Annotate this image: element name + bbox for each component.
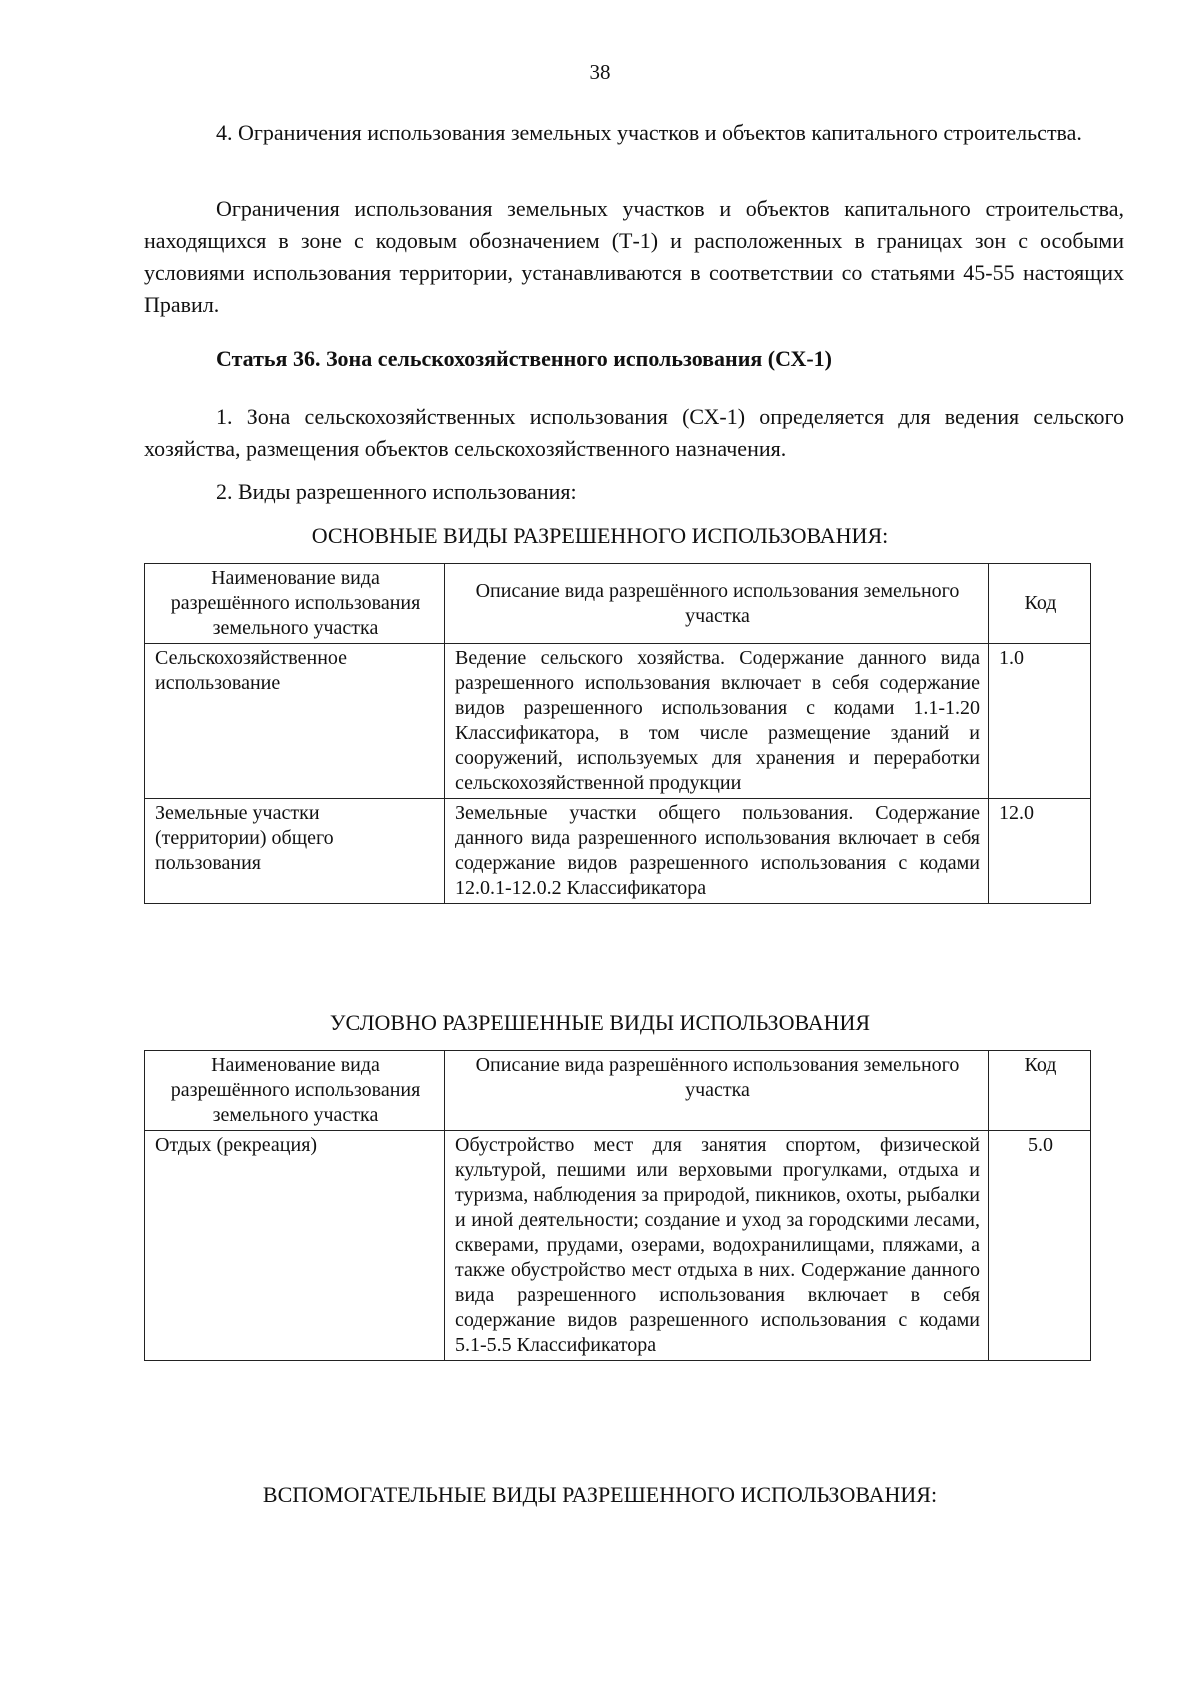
use-code: 12.0 (989, 799, 1091, 904)
header-code: Код (989, 564, 1091, 644)
article-heading: Статья 36. Зона сельскохозяйственного использования (СХ-1) (216, 346, 832, 371)
table-row (145, 644, 1091, 799)
header-description: Описание вида разрешённого использования земельного участка (445, 1051, 989, 1131)
use-name: Сельскохозяйственное использование (145, 644, 445, 799)
main-uses-table (144, 563, 1091, 904)
header-code: Код (989, 1051, 1091, 1131)
use-name: Отдых (рекреация) (145, 1131, 445, 1361)
use-code: 5.0 (989, 1131, 1091, 1361)
use-description: Обустройство мест для занятия спортом, физической культурой, пешими или верховыми прогулками, отдыха и туризма, наблюдения за природой, пикников, охоты, рыбалки и иной деятельности; создание и уход за городскими лесами, скверами, прудами, озерами, водохранилищами, пляжами, а также обустройство мест отдыха в них. Содержание данного вида разрешенного использования включает в себя содержание видов разрешенного использования с кодами 5.1-5.5 Классификатора (445, 1131, 989, 1361)
main-uses-caption: ОСНОВНЫЕ ВИДЫ РАЗРЕШЕННОГО ИСПОЛЬЗОВАНИЯ: (311, 523, 889, 548)
header-description: Описание вида разрешённого использования земельного участка (445, 564, 989, 644)
article-paragraph-1: 1. Зона сельскохозяйственных использования (СХ-1) определяется для ведения сельского хозяйства, размещения объектов сельскохозяйственного назначения. (144, 404, 1124, 461)
auxiliary-uses-caption: ВСПОМОГАТЕЛЬНЫЕ ВИДЫ РАЗРЕШЕННОГО ИСПОЛЬЗОВАНИЯ: (262, 1482, 938, 1507)
table-row (145, 1131, 1091, 1361)
page-number: 38 (589, 60, 611, 84)
table-row (145, 799, 1091, 904)
section-4-title: 4. Ограничения использования земельных участков и объектов капитального строительства. (216, 120, 1082, 145)
use-name: Земельные участки (территории) общего пользования (145, 799, 445, 904)
section-4-body: Ограничения использования земельных участков и объектов капитального строительства, находящихся в зоне с кодовым обозначением (Т-1) и расположенных в границах зон с особыми условиями использования территории, устанавливаются в соответствии со статьями 45-55 настоящих Правил. (144, 196, 1124, 317)
conditional-uses-caption: УСЛОВНО РАЗРЕШЕННЫЕ ВИДЫ ИСПОЛЬЗОВАНИЯ (329, 1010, 871, 1035)
table-header-row (145, 564, 1091, 644)
use-description: Земельные участки общего пользования. Содержание данного вида разрешенного использования включает в себя содержание видов разрешенного использования с кодами 12.0.1-12.0.2 Классификатора (445, 799, 989, 904)
header-name: Наименование вида разрешённого использования земельного участка (145, 1051, 445, 1131)
conditional-uses-table (144, 1050, 1091, 1361)
header-name: Наименование вида разрешённого использования земельного участка (145, 564, 445, 644)
use-code: 1.0 (989, 644, 1091, 799)
article-paragraph-2: 2. Виды разрешенного использования: (216, 479, 577, 504)
table-header-row (145, 1051, 1091, 1131)
use-description: Ведение сельского хозяйства. Содержание данного вида разрешенного использования включает в себя содержание видов разрешенного использования с кодами 1.1-1.20 Классификатора, в том числе размещение зданий и сооружений, используемых для хранения и переработки сельскохозяйственной продукции (445, 644, 989, 799)
